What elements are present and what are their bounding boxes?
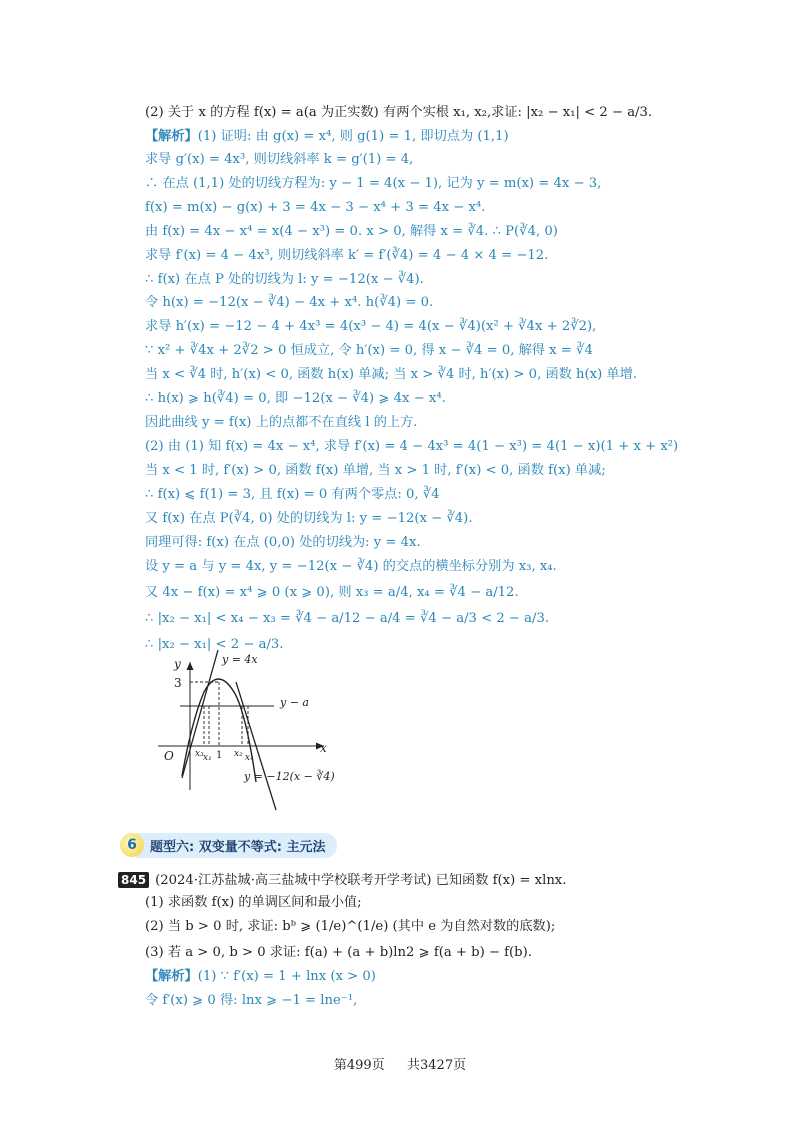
solution-line-22: ∴ |x₂ − x₁| < 2 − a/3.: [145, 637, 284, 652]
label-y-4x: y = 4x: [222, 653, 258, 666]
label-y-a: y − a: [280, 696, 309, 709]
solution-line-3: ∴ 在点 (1,1) 处的切线方程为: y − 1 = 4(x − 1), 记为 y = m(x) = 4x − 3,: [145, 176, 602, 191]
solution-line-13: 因此曲线 y = f(x) 上的点都不在直线 l 的上方.: [145, 415, 418, 430]
section-header: [120, 833, 337, 857]
solution-line-1: [145, 128, 509, 146]
y-axis-arrow: [187, 662, 194, 670]
label-one: 1: [216, 750, 223, 761]
solution-line-14: (2) 由 (1) 知 f(x) = 4x − x⁴, 求导 f′(x) = 4 − 4x³ = 4(1 − x³) = 4(1 − x)(1 + x + x²): [145, 439, 679, 454]
page-total: 共3427页: [407, 1058, 467, 1073]
solution-line-11: 当 x < ∛4 时, h′(x) < 0, 函数 h(x) 单减; 当 x > ∛4 时, h′(x) > 0, 函数 h(x) 单增.: [145, 367, 637, 382]
problem-number: 845: [118, 872, 149, 888]
section-title: 题型六: 双变量不等式: 主元法: [136, 833, 337, 858]
solution-line-17: 又 f(x) 在点 P(∛4, 0) 处的切线为 l: y = −12(x − ∛4).: [145, 511, 473, 526]
section-number-badge: 6: [120, 833, 144, 857]
solution-line-9: 求导 h′(x) = −12 − 4 + 4x³ = 4(x³ − 4) = 4(x − ∛4)(x² + ∛4x + 2∛2),: [145, 319, 597, 334]
problem-intro: [118, 872, 566, 890]
solution-line-16: ∴ f(x) ⩽ f(1) = 3, 且 f(x) = 0 有两个零点: 0, ∛4: [145, 487, 440, 502]
y-tick-3: 3: [174, 676, 182, 690]
solution-line-6: 求导 f′(x) = 4 − 4x³, 则切线斜率 k′ = f′(∛4) = 4 − 4 × 4 = −12.: [145, 248, 549, 263]
page-number: 第499页: [333, 1058, 385, 1073]
problem-intro-text: (2024·江苏盐城·高三盐城中学校联考开学考试) 已知函数 f(x) = xlnx.: [155, 873, 567, 888]
solution-text: (1) 证明: 由 g(x) = x⁴, 则 g(1) = 1, 即切点为 (1,1): [197, 129, 509, 144]
question-part-2: (2) 关于 x 的方程 f(x) = a(a 为正实数) 有两个实根 x₁, x₂,求证: |x₂ − x₁| < 2 − a/3.: [145, 105, 653, 120]
label-x4: x₄: [245, 753, 254, 763]
solution-line-2: 求导 g′(x) = 4x³, 则切线斜率 k = g′(1) = 4,: [145, 152, 414, 167]
problem-solution-2: 令 f′(x) ⩾ 0 得: lnx ⩾ −1 = lne⁻¹,: [145, 993, 358, 1008]
x-axis-label: x: [320, 741, 327, 755]
problem-item-3: (3) 若 a > 0, b > 0 求证: f(a) + (a + b)ln2 ⩾ f(a + b) − f(b).: [145, 945, 532, 960]
solution-line-20: 又 4x − f(x) = x⁴ ⩾ 0 (x ⩾ 0), 则 x₃ = a/4, x₄ = ∛4 − a/12.: [145, 585, 519, 600]
problem-solution-tag: 【解析】: [145, 969, 198, 984]
y-axis-label: y: [174, 657, 181, 671]
solution-line-12: ∴ h(x) ⩾ h(∛4) = 0, 即 −12(x − ∛4) ⩾ 4x − x⁴.: [145, 391, 446, 406]
solution-tag: 【解析】: [145, 129, 198, 144]
label-tangent: y = −12(x − ∛4): [244, 770, 335, 783]
solution-line-8: 令 h(x) = −12(x − ∛4) − 4x + x⁴. h(∛4) = 0.: [145, 295, 434, 310]
solution-line-18: 同理可得: f(x) 在点 (0,0) 处的切线为: y = 4x.: [145, 535, 421, 550]
page-footer: [0, 1054, 800, 1073]
solution-line-10: ∵ x² + ∛4x + 2∛2 > 0 恒成立, 令 h′(x) = 0, 得 x − ∛4 = 0, 解得 x = ∛4: [145, 343, 593, 358]
solution-line-5: 由 f(x) = 4x − x⁴ = x(4 − x³) = 0. x > 0, 解得 x = ∛4. ∴ P(∛4, 0): [145, 224, 558, 239]
label-x3: x₃: [195, 749, 204, 759]
origin-label: O: [164, 749, 174, 763]
label-x1: x₁: [203, 753, 212, 763]
problem-item-2: (2) 当 b > 0 时, 求证: bᵇ ⩾ (1/e)^(1/e) (其中 e 为自然对数的底数);: [145, 919, 556, 934]
function-graph: [152, 650, 372, 820]
problem-item-1: (1) 求函数 f(x) 的单调区间和最小值;: [145, 895, 362, 910]
solution-line-19: 设 y = a 与 y = 4x, y = −12(x − ∛4) 的交点的横坐标分别为 x₃, x₄.: [145, 559, 557, 574]
problem-solution-text: (1) ∵ f′(x) = 1 + lnx (x > 0): [197, 969, 376, 984]
solution-line-4: f(x) = m(x) − g(x) + 3 = 4x − 3 − x⁴ + 3 = 4x − x⁴.: [145, 200, 486, 215]
solution-line-21: ∴ |x₂ − x₁| < x₄ − x₃ = ∛4 − a/12 − a/4 = ∛4 − a/3 < 2 − a/3.: [145, 611, 550, 626]
label-x2: x₂: [234, 749, 243, 759]
solution-line-15: 当 x < 1 时, f′(x) > 0, 函数 f(x) 单增, 当 x > 1 时, f′(x) < 0, 函数 f(x) 单减;: [145, 463, 606, 478]
problem-solution-1: [145, 968, 376, 986]
solution-line-7: ∴ f(x) 在点 P 处的切线为 l: y = −12(x − ∛4).: [145, 272, 424, 287]
